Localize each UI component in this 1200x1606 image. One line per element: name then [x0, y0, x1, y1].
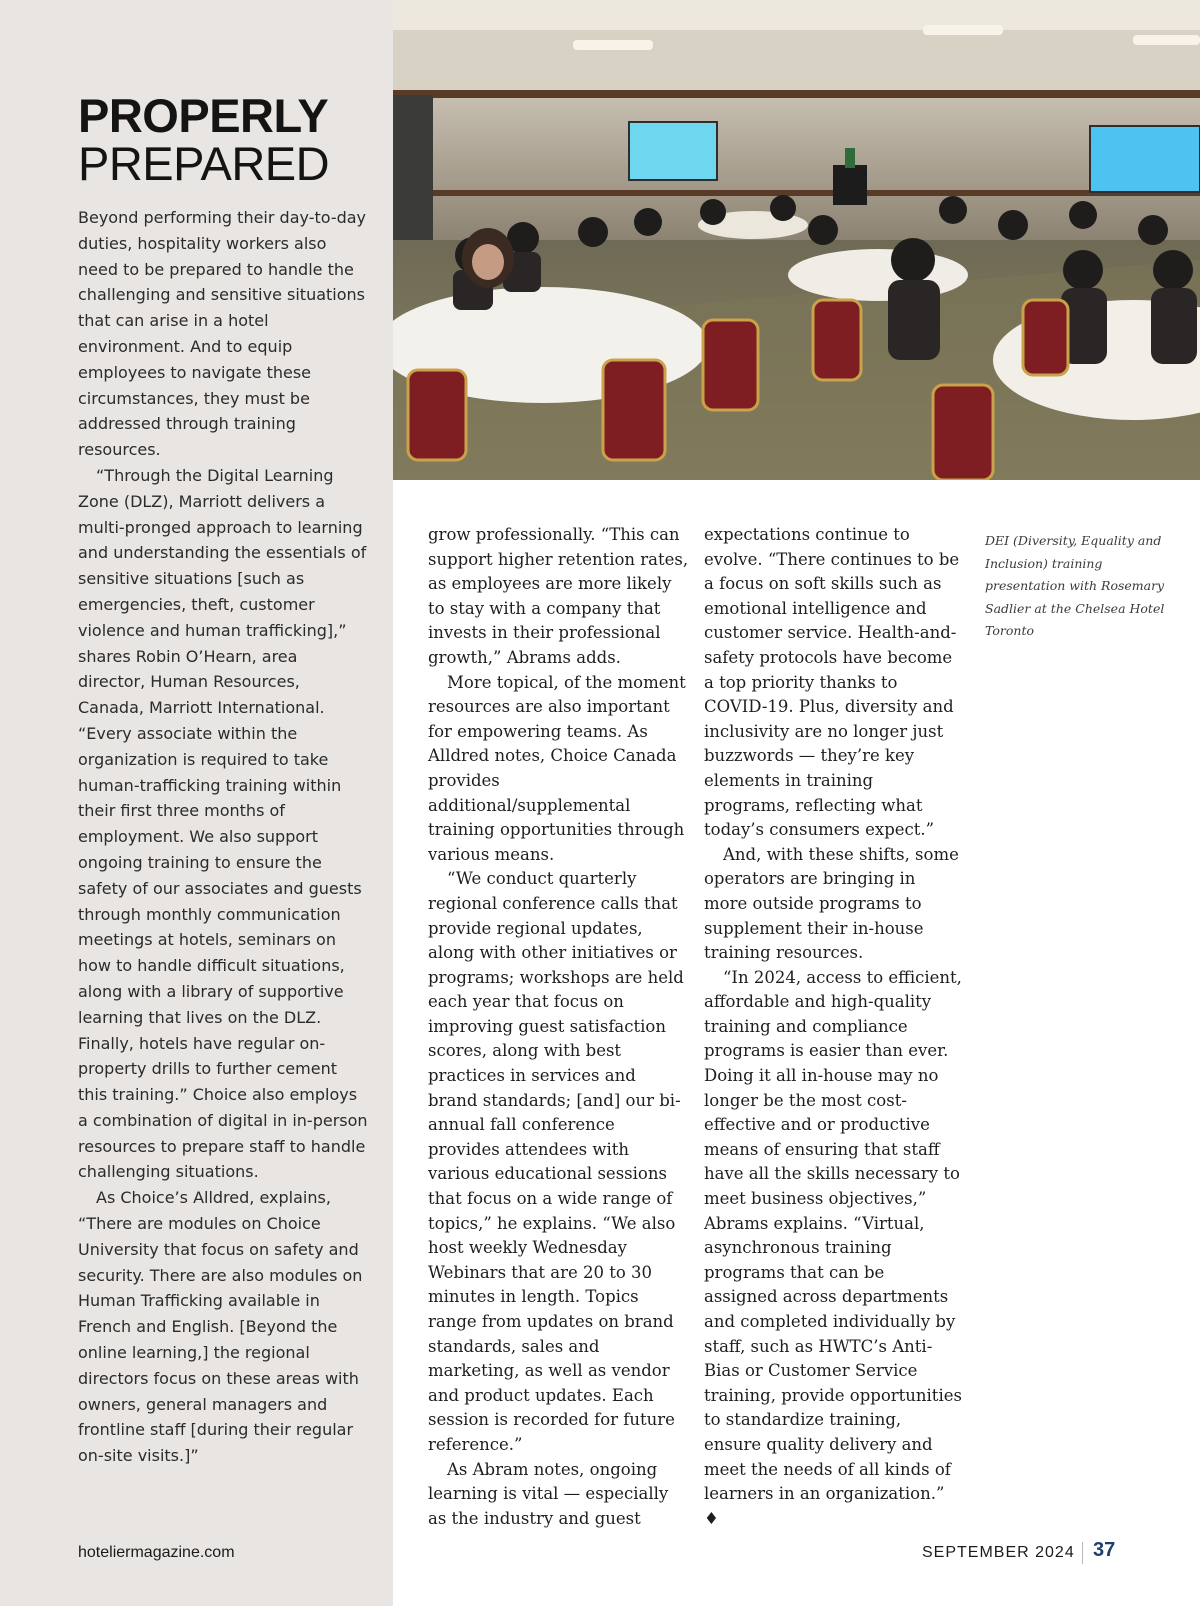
section-title	[78, 89, 330, 190]
article-paragraph: “We conduct quarterly regional conference calls that provide regional updates, along with other initiatives or programs; workshops are held each year that focus on improving guest satisfaction scores, along with best practices in services and brand standards; [and] our bi-annual fall conference provides attendees with various educational sessions that focus on a wide range of topics,” he explains. “We also host weekly Wednesday Webinars that are 20 to 30 minutes in length. Topics range from updates on brand standards, sales and marketing, as well as vendor and product updates. Each session is recorded for future reference.”	[428, 869, 684, 1454]
footer-divider	[1082, 1542, 1083, 1564]
article-paragraph: “In 2024, access to efficient, affordable and high-quality training and compliance programs is easier than ever. Doing it all in-house may no longer be the most cost-effective and or productive means of ensuring that staff have all the skills necessary to meet business objectives,” Abrams explains. “Virtual, asynchronous training programs that can be assigned across departments and completed individually by staff, such as HWTC’s Anti-Bias or Customer Service training, provide opportunities to standardize training, ensure quality delivery and meet the needs of all kinds of learners in an organization.” ♦	[704, 967, 962, 1528]
sidebar-paragraph: As Choice’s Alldred, explains, “There are modules on Choice University that focus on safety and security. There are also modules on Human Trafficking available in French and English. [Beyond the online learning,] the regional directors focus on these areas with owners, general managers and frontline staff [during their regular on-site visits.]”	[78, 1188, 363, 1466]
footer-issue-date: SEPTEMBER 2024	[922, 1544, 1075, 1561]
title-line-2: PREPARED	[78, 137, 330, 190]
article-paragraph: expectations continue to evolve. “There continues to be a focus on soft skills such as emotional intelligence and customer service. Health-and-safety protocols have become a top priority thanks to COVID-19. Plus, diversity and inclusivity are no longer just buzzwords — they’re key elements in training programs, reflecting what today’s consumers expect.”	[704, 525, 960, 840]
article-column-1	[428, 523, 690, 1531]
conference-photo	[393, 0, 1200, 480]
article-column-2	[704, 523, 962, 1531]
photo-caption: DEI (Diversity, Equality and Inclusion) training presentation with Rosemary Sadlier at the Chelsea Hotel Toronto	[985, 533, 1165, 638]
article-paragraph: And, with these shifts, some operators are bringing in more outside programs to supplement their in-house training resources.	[704, 844, 959, 963]
sidebar-body	[78, 205, 368, 1469]
footer-website: hoteliermagazine.com	[78, 1544, 235, 1561]
sidebar-paragraph: “Through the Digital Learning Zone (DLZ), Marriott delivers a multi-pronged approach to learning and understanding the essentials of sensitive situations [such as emergencies, theft, customer violence and human trafficking],” shares Robin O’Hearn, area director, Human Resources, Canada, Marriott International. “Every associate within the organization is required to take human-trafficking training within their first three months of employment. We also support ongoing training to ensure the safety of our associates and guests through monthly communication meetings at hotels, seminars on how to handle difficult situations, along with a library of supportive learning that lives on the DLZ. Finally, hotels have regular on-property drills to further cement this training.” Choice also employs a combination of digital in in-person resources to prepare staff to handle challenging situations.	[78, 465, 368, 1182]
article-paragraph: As Abram notes, ongoing learning is vital — especially as the industry and guest	[428, 1459, 669, 1528]
article-paragraph: grow professionally. “This can support higher retention rates, as employees are more likely to stay with a company that invests in their professional growth,” Abrams adds.	[428, 525, 689, 667]
conference-photo-illustration	[393, 0, 1200, 480]
sidebar-paragraph: Beyond performing their day-to-day duties, hospitality workers also need to be prepared to handle the challenging and sensitive situations that can arise in a hotel environment. And to equip employees to navigate these circumstances, they must be addressed through training resources.	[78, 208, 367, 460]
article-paragraph: More topical, of the moment resources are also important for empowering teams. As Alldred notes, Choice Canada provides additional/supplemental training opportunities through various means.	[428, 672, 686, 864]
page-number: 37	[1093, 1539, 1116, 1561]
title-line-1: PROPERLY	[78, 89, 329, 142]
